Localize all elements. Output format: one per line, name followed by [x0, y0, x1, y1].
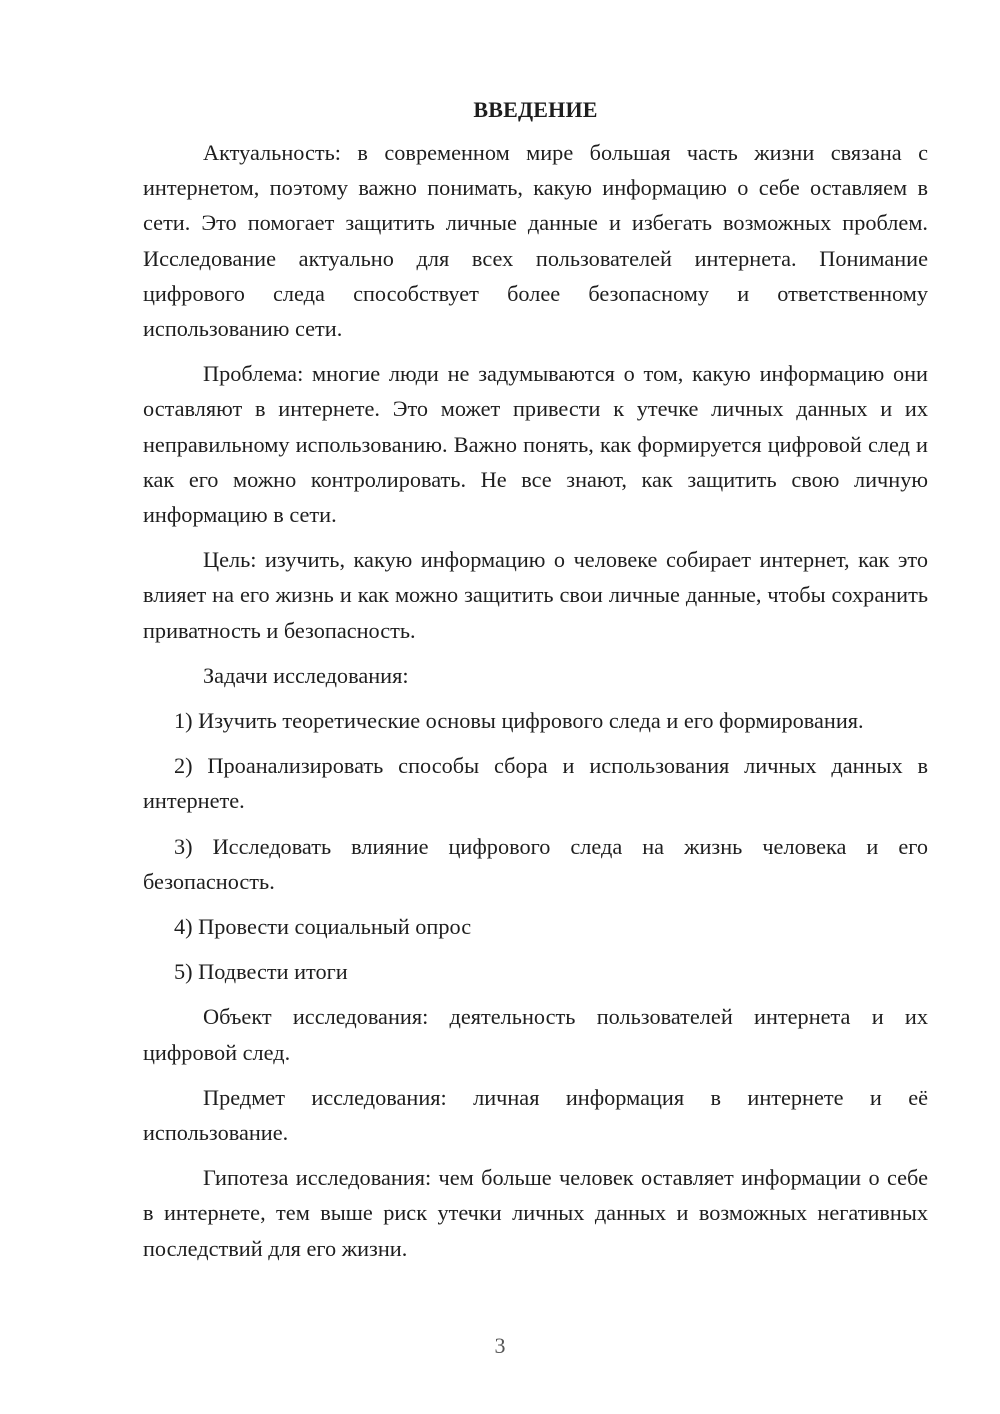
- task-item-1: 1) Изучить теоретические основы цифрового следа и его формирования.: [174, 708, 864, 734]
- task-item-2: 2) Проанализировать способы сбора и использования личных данных в интернете.: [143, 753, 928, 814]
- subject-paragraph: Предмет исследования: личная информация в интернете и её использование.: [143, 1084, 928, 1146]
- task-item-3: 3) Исследовать влияние цифрового следа на жизнь человека и его безопасность.: [143, 833, 928, 894]
- relevance-paragraph: Актуальность: в современном мире большая часть жизни связана с интернетом, поэтому важно понимать, какую информацию о себе оставляем в сети. Это помогает защитить личные данные и избегать возможных проблем. Исследование актуально для всех пользователей интернета. Понимание цифрового следа способствует более безопасному и ответственному использованию сети.: [143, 140, 928, 342]
- hypothesis-paragraph: Гипотеза исследования: чем больше человек оставляет информации о себе в интернете, тем выше риск утечки личных данных и возможных негативных последствий для его жизни.: [143, 1165, 928, 1261]
- goal-paragraph: Цель: изучить, какую информацию о человеке собирает интернет, как это влияет на его жизнь и как можно защитить свои личные данные, чтобы сохранить приватность и безопасность.: [143, 547, 928, 643]
- problem-paragraph: Проблема: многие люди не задумываются о том, какую информацию они оставляют в интернете. Это может привести к утечке личных данных и их неправильному использованию. Важно понять, как формируется цифровой след и как его можно контролировать. Не все знают, как защитить свою личную информацию в сети.: [143, 361, 928, 528]
- page-number: 3: [494, 1333, 506, 1358]
- task-item-4: 4) Провести социальный опрос: [174, 914, 472, 940]
- document-body: [143, 92, 928, 1276]
- object-paragraph: Объект исследования: деятельность пользователей интернета и их цифровой след.: [143, 1004, 928, 1065]
- tasks-heading: Задачи исследования:: [203, 662, 409, 688]
- task-item-5: 5) Подвести итоги: [174, 959, 348, 985]
- section-title: ВВЕДЕНИЕ: [473, 97, 598, 122]
